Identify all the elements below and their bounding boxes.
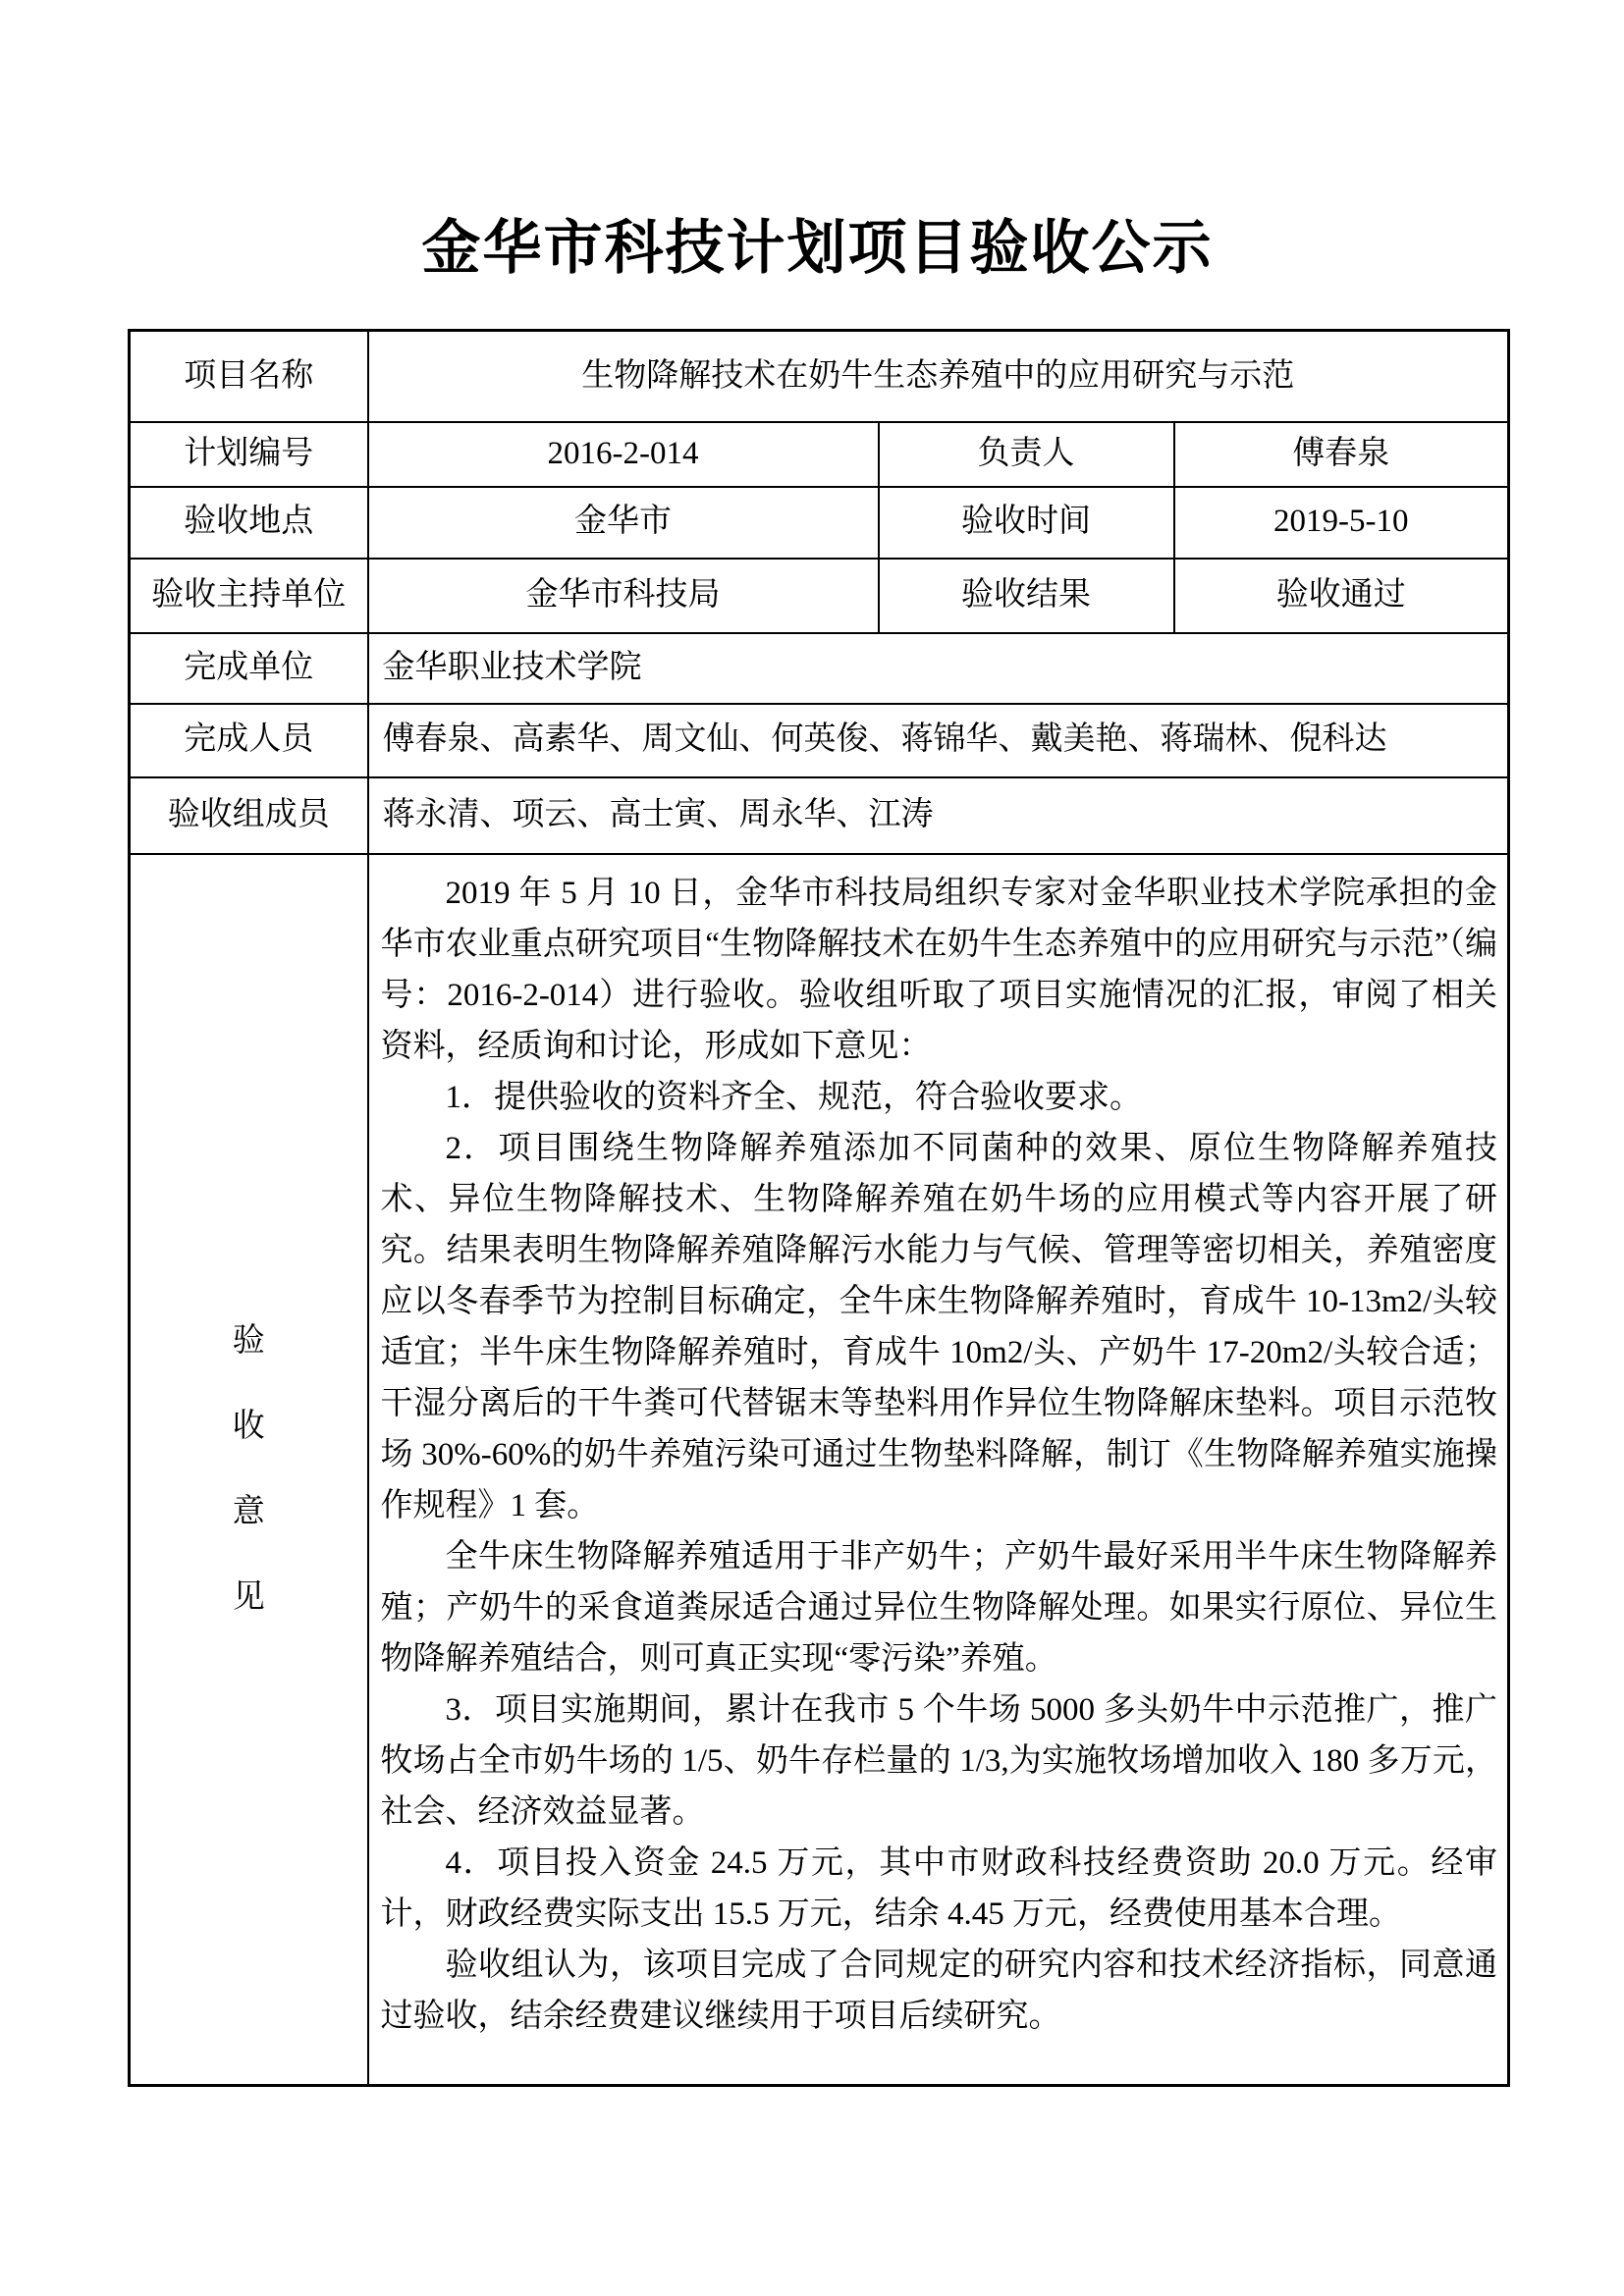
acceptance-location-label: 验收地点 bbox=[130, 487, 368, 559]
acceptance-result-label: 验收结果 bbox=[879, 559, 1174, 633]
table-row bbox=[130, 487, 1509, 559]
completion-unit-value: 金华职业技术学院 bbox=[368, 633, 1509, 704]
opinion-paragraph: 3．项目实施期间，累计在我市 5 个牛场 5000 多头奶牛中示范推广，推广牧场占全市奶牛场的 1/5、奶牛存栏量的 1/3,为实施牧场增加收入 180 多万元，社会、经济效益显著。 bbox=[380, 1691, 1498, 1830]
plan-number-label: 计划编号 bbox=[130, 422, 368, 487]
project-name-label: 项目名称 bbox=[130, 331, 368, 422]
acceptance-table bbox=[128, 329, 1510, 2087]
acceptance-time-value: 2019-5-10 bbox=[1174, 487, 1509, 559]
acceptance-location-value: 金华市 bbox=[368, 487, 879, 559]
acceptance-time-label: 验收时间 bbox=[879, 487, 1174, 559]
completion-staff-value: 傅春泉、高素华、周文仙、何英俊、蒋锦华、戴美艳、蒋瑞林、倪科达 bbox=[368, 704, 1509, 777]
table-row bbox=[130, 422, 1509, 487]
leader-value: 傅春泉 bbox=[1174, 422, 1509, 487]
opinion-label bbox=[130, 854, 368, 2086]
host-unit-label: 验收主持单位 bbox=[130, 559, 368, 633]
opinion-paragraph: 4．项目投入资金 24.5 万元，其中市财政科技经费资助 20.0 万元。经审计，财政经费实际支出 15.5 万元，结余 4.45 万元，经费使用基本合理。 bbox=[380, 1844, 1498, 1932]
plan-number-value: 2016-2-014 bbox=[368, 422, 879, 487]
acceptance-result-value: 验收通过 bbox=[1174, 559, 1509, 633]
opinion-content bbox=[368, 854, 1509, 2086]
completion-staff-label: 完成人员 bbox=[130, 704, 368, 777]
completion-unit-label: 完成单位 bbox=[130, 633, 368, 704]
opinion-label-char: 验 bbox=[232, 1322, 265, 1359]
table-row bbox=[130, 331, 1509, 422]
opinion-paragraph: 1．提供验收的资料齐全、规范，符合验收要求。 bbox=[445, 1079, 1142, 1115]
table-row bbox=[130, 854, 1509, 2086]
leader-label: 负责人 bbox=[879, 422, 1174, 487]
opinion-label-char: 见 bbox=[232, 1578, 265, 1615]
host-unit-value: 金华市科技局 bbox=[368, 559, 879, 633]
table-row bbox=[130, 559, 1509, 633]
table-row bbox=[130, 633, 1509, 704]
opinion-label-char: 意 bbox=[232, 1493, 265, 1529]
opinion-paragraph: 2019 年 5 月 10 日，金华市科技局组织专家对金华职业技术学院承担的金华市农业重点研究项目“生物降解技术在奶牛生态养殖中的应用研究与示范”（编号：2016-2-014）进行验收。验收组听取了项目实施情况的汇报，审阅了相关资料，经质询和讨论，形成如下意见： bbox=[380, 875, 1498, 1064]
opinion-label-vertical-text bbox=[131, 1322, 367, 1615]
opinion-label-char: 收 bbox=[232, 1408, 265, 1444]
opinion-paragraph: 验收组认为，该项目完成了合同规定的研究内容和技术经济指标，同意通过验收，结余经费建议继续用于项目后续研究。 bbox=[380, 1947, 1498, 2034]
panel-members-label: 验收组成员 bbox=[130, 777, 368, 854]
panel-members-value: 蒋永清、项云、高士寅、周永华、江涛 bbox=[368, 777, 1509, 854]
page-title: 金华市科技计划项目验收公示 bbox=[421, 216, 1214, 281]
opinion-paragraph: 全牛床生物降解养殖适用于非产奶牛；产奶牛最好采用半牛床生物降解养殖；产奶牛的采食道粪尿适合通过异位生物降解处理。如果实行原位、异位生物降解养殖结合，则可真正实现“零污染”养殖。 bbox=[380, 1538, 1498, 1677]
table-row bbox=[130, 777, 1509, 854]
project-name-value: 生物降解技术在奶牛生态养殖中的应用研究与示范 bbox=[368, 331, 1509, 422]
table-row bbox=[130, 704, 1509, 777]
opinion-paragraph: 2．项目围绕生物降解养殖添加不同菌种的效果、原位生物降解养殖技术、异位生物降解技术、生物降解养殖在奶牛场的应用模式等内容开展了研究。结果表明生物降解养殖降解污水能力与气候、管理等密切相关，养殖密度应以冬春季节为控制目标确定，全牛床生物降解养殖时，育成牛 10-13m2/头较适宜；半牛床生物降解养殖时，育成牛 10m2/头、产奶牛 17-20m2/头较合适；干湿分离后的干牛粪可代替锯末等垫料用作异位生物降解床垫料。项目示范牧场 30%-60%的奶牛养殖污染可通过生物垫料降解，制订《生物降解养殖实施操作规程》1 套。 bbox=[380, 1130, 1498, 1523]
